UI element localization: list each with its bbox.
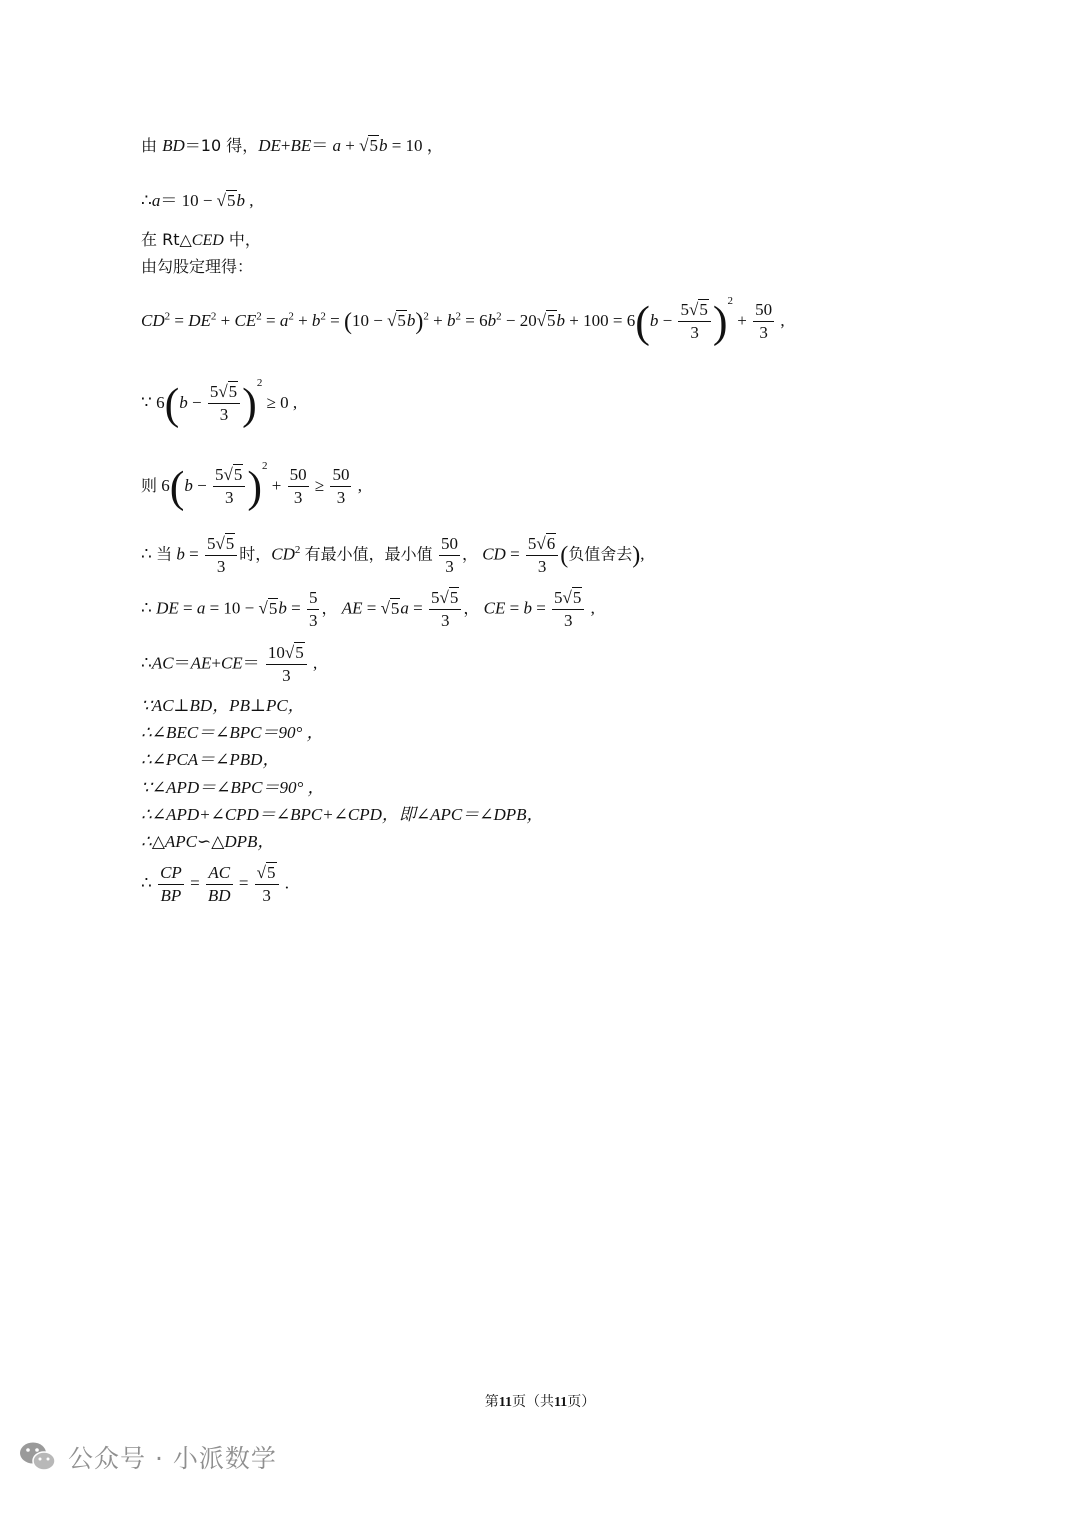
line-bd-equals-10: 由 BD＝10 得，DE+BE＝ a + √5b = 10 ， [141,136,444,155]
wechat-icon [18,1440,58,1474]
line-perpendicular: ∵AC⊥BD，PB⊥PC， [141,696,305,715]
line-pythagoras-intro: 由勾股定理得： [141,257,254,276]
line-equal-angles-pca-pbd: ∴∠PCA＝∠PBD， [141,750,280,769]
inequality-lower-bound: 则 6(b − $\frac{5√5}{3}$ )$^2$ + $\frac{50}{3}$ ≥ $\frac{50}{3}$ , [141,460,362,512]
line-apd-bpc: ∵∠APD＝∠BPC＝90° ， [141,778,325,797]
page-footer: 第11页（共11页） [484,1394,596,1410]
watermark [18,1439,277,1475]
line-final-ratio: ∴ $\frac{CP}{BP}$ = $\frac{AC}{BD}$ = $\frac{√5}{3}$ . [141,863,290,905]
line-angle-sum: ∴∠APD+∠CPD＝∠BPC+∠CPD，即∠APC＝∠DPB， [141,805,544,824]
watermark-text: 公众号 · 小派数学 [68,1444,277,1473]
line-similar-triangles: ∴△APC∽△DPB， [141,832,275,851]
line-right-angles: ∴∠BEC＝∠BPC＝90° ， [141,723,324,742]
fraction-50-over-3: $\frac{50}{3}$ [755,300,773,343]
line-right-triangle: 在 Rt△CED 中， [141,230,261,249]
fraction-5root5-over-3: $\frac{5√5}{3}$ [678,301,710,342]
inequality-nonnegative: ∵ 6(b − $\frac{5√5}{3}$ )$^2$ ≥ 0 , [141,377,298,429]
equation-cd-squared: $CD^2 = DE^2 + CE^2 = a^2 + b^2 = (10 - √5b)^2 + b^2 = 6b^2 - 20√5b + 100 = 6(b$ − $\frac{5√5}{3}$ )$^2$ + $\frac{50}{3}$ , [141,295,785,347]
line-ac-value: ∴AC＝AE+CE＝ $\frac{10√5}{3}$ , [141,643,318,685]
line-a-expression: ∴a＝ 10 − √5b , [141,191,254,210]
line-minimum-value: ∴ 当 b = $\frac{5√5}{3}$ 时，$CD^2$ 有最小值，最小值 $\frac{50}{3}$ ， CD = $\frac{5√6}{3}$ (负值舍去), [141,534,645,576]
line-de-ae-ce: ∴ DE = a = 10 − √5b = $\frac{5}{3}$ ， AE = √5a = $\frac{5√5}{3}$ ， CE = b = $\frac{5√5}{3}$ , [141,588,595,630]
